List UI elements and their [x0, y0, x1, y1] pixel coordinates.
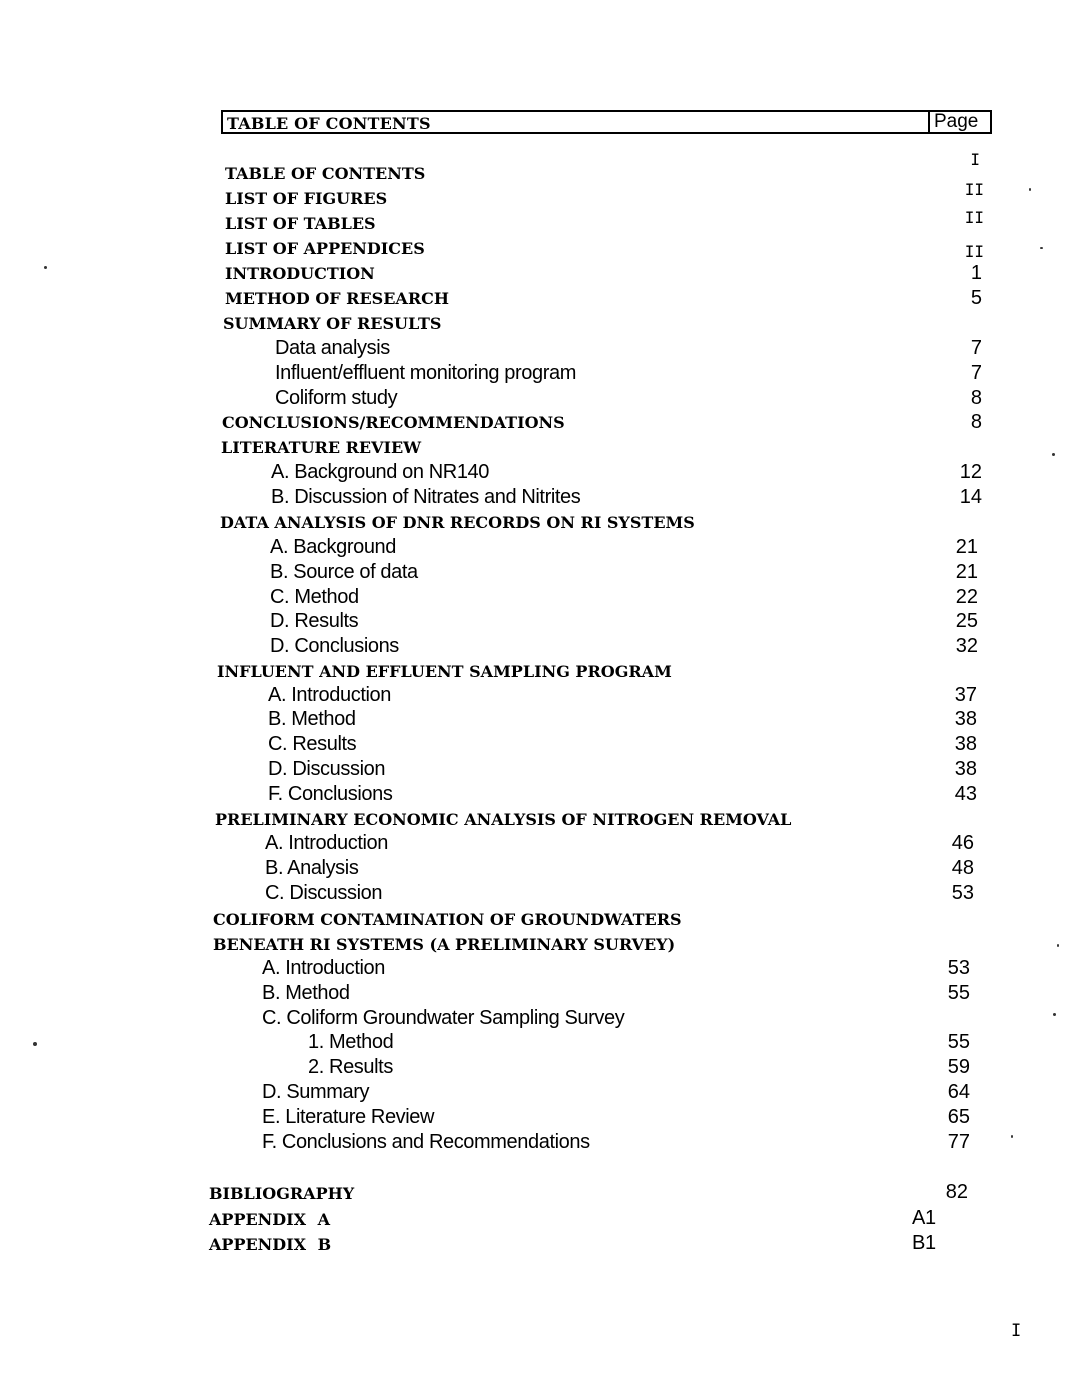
coliform-item: E. Literature Review: [262, 1106, 435, 1128]
appendices-entry: LIST OF APPENDICES: [225, 239, 425, 258]
literature-entry: LITERATURE REVIEW: [221, 438, 422, 457]
appendix-b-entry: APPENDIX B: [209, 1235, 332, 1254]
bibliography-entry: BIBLIOGRAPHY: [209, 1184, 355, 1203]
data-analysis-item: C. Method: [270, 586, 359, 608]
scan-speck: [1011, 1135, 1013, 1138]
introduction-page-number: 1: [970, 262, 982, 284]
coliform-entry-line2: BENEATH RI SYSTEMS (A PRELIMINARY SURVEY): [213, 935, 676, 954]
summary-item: Coliform study: [275, 387, 398, 409]
coliform-item-page: 64: [947, 1081, 970, 1103]
summary-item: Influent/effluent monitoring program: [275, 362, 576, 384]
toc-entry: TABLE OF CONTENTS: [225, 164, 426, 183]
literature-item: B. Discussion of Nitrates and Nitrites: [271, 486, 581, 508]
data-analysis-item-page: 32: [955, 635, 978, 657]
scan-speck: [1053, 1013, 1056, 1016]
economic-item-page: 48: [951, 857, 974, 879]
appendix-b-page-number: B1: [912, 1232, 936, 1254]
scan-speck: [44, 266, 47, 269]
summary-item-page: 7: [970, 362, 982, 384]
coliform-item: C. Coliform Groundwater Sampling Survey: [262, 1007, 625, 1029]
method-entry: METHOD OF RESEARCH: [225, 289, 449, 308]
coliform-item-page: 53: [947, 957, 970, 979]
literature-item-page: 12: [959, 461, 982, 483]
sampling-item-page: 37: [954, 684, 977, 706]
economic-entry: PRELIMINARY ECONOMIC ANALYSIS OF NITROGEN REMOVAL: [215, 810, 792, 829]
sampling-entry: INFLUENT AND EFFLUENT SAMPLING PROGRAM: [217, 662, 672, 681]
coliform-item-page: 55: [947, 1031, 970, 1053]
introduction-entry: INTRODUCTION: [225, 264, 375, 283]
economic-item: A. Introduction: [265, 832, 388, 854]
conclusions-page-number: 8: [970, 411, 982, 433]
sampling-item-page: 38: [954, 758, 977, 780]
summary-item-page: 8: [970, 387, 982, 409]
coliform-item-page: 55: [947, 982, 970, 1004]
data-analysis-item-page: 21: [955, 561, 978, 583]
method-page-number: 5: [970, 287, 982, 309]
summary-item: Data analysis: [275, 337, 390, 359]
scan-speck: [33, 1042, 37, 1046]
coliform-item-page: 77: [947, 1131, 970, 1153]
toc-header-page-label: Page: [928, 110, 990, 134]
sampling-item-page: 43: [954, 783, 977, 805]
data-analysis-item-page: 21: [955, 536, 978, 558]
tables-entry: LIST OF TABLES: [225, 214, 376, 233]
coliform-item-page: 65: [947, 1106, 970, 1128]
coliform-item-page: 59: [947, 1056, 970, 1078]
data-analysis-entry: DATA ANALYSIS OF DNR RECORDS ON RI SYSTEMS: [220, 513, 695, 532]
tables-page-number: II: [964, 208, 984, 227]
coliform-subitem: 1. Method: [308, 1031, 394, 1053]
footer-page-number: I: [1011, 1321, 1022, 1341]
conclusions-entry: CONCLUSIONS/RECOMMENDATIONS: [222, 413, 565, 432]
toc-header-box: [221, 110, 992, 134]
scan-speck: [1057, 944, 1059, 947]
scan-speck: [1052, 453, 1055, 456]
coliform-subitem: 2. Results: [308, 1056, 393, 1078]
coliform-item: D. Summary: [262, 1081, 370, 1103]
data-analysis-item: A. Background: [270, 536, 396, 558]
coliform-item: B. Method: [262, 982, 350, 1004]
data-analysis-item-page: 25: [955, 610, 978, 632]
appendices-page-number: II: [964, 242, 984, 261]
coliform-item: F. Conclusions and Recommendations: [262, 1131, 590, 1153]
summary-item-page: 7: [970, 337, 982, 359]
appendix-a-entry: APPENDIX A: [209, 1210, 331, 1229]
sampling-item-page: 38: [954, 733, 977, 755]
data-analysis-item: B. Source of data: [270, 561, 418, 583]
sampling-item: A. Introduction: [268, 684, 391, 706]
economic-item: C. Discussion: [265, 882, 383, 904]
scan-speck: [1029, 188, 1031, 191]
sampling-item: B. Method: [268, 708, 356, 730]
sampling-item: C. Results: [268, 733, 357, 755]
toc-page-number: I: [970, 150, 980, 169]
data-analysis-item: D. Conclusions: [270, 635, 399, 657]
figures-entry: LIST OF FIGURES: [225, 189, 388, 208]
summary-entry: SUMMARY OF RESULTS: [223, 314, 442, 333]
sampling-item: F. Conclusions: [268, 783, 393, 805]
figures-page-number: II: [964, 180, 984, 199]
scan-speck: [1040, 247, 1043, 249]
sampling-item: D. Discussion: [268, 758, 386, 780]
appendix-a-page-number: A1: [912, 1207, 936, 1229]
economic-item: B. Analysis: [265, 857, 359, 879]
literature-item: A. Background on NR140: [271, 461, 490, 483]
data-analysis-item-page: 22: [955, 586, 978, 608]
bibliography-page-number: 82: [945, 1181, 968, 1203]
coliform-item: A. Introduction: [262, 957, 385, 979]
sampling-item-page: 38: [954, 708, 977, 730]
toc-header-title: TABLE OF CONTENTS: [227, 114, 431, 133]
literature-item-page: 14: [959, 486, 982, 508]
data-analysis-item: D. Results: [270, 610, 359, 632]
economic-item-page: 53: [951, 882, 974, 904]
economic-item-page: 46: [951, 832, 974, 854]
coliform-entry-line1: COLIFORM CONTAMINATION OF GROUNDWATERS: [213, 910, 682, 929]
